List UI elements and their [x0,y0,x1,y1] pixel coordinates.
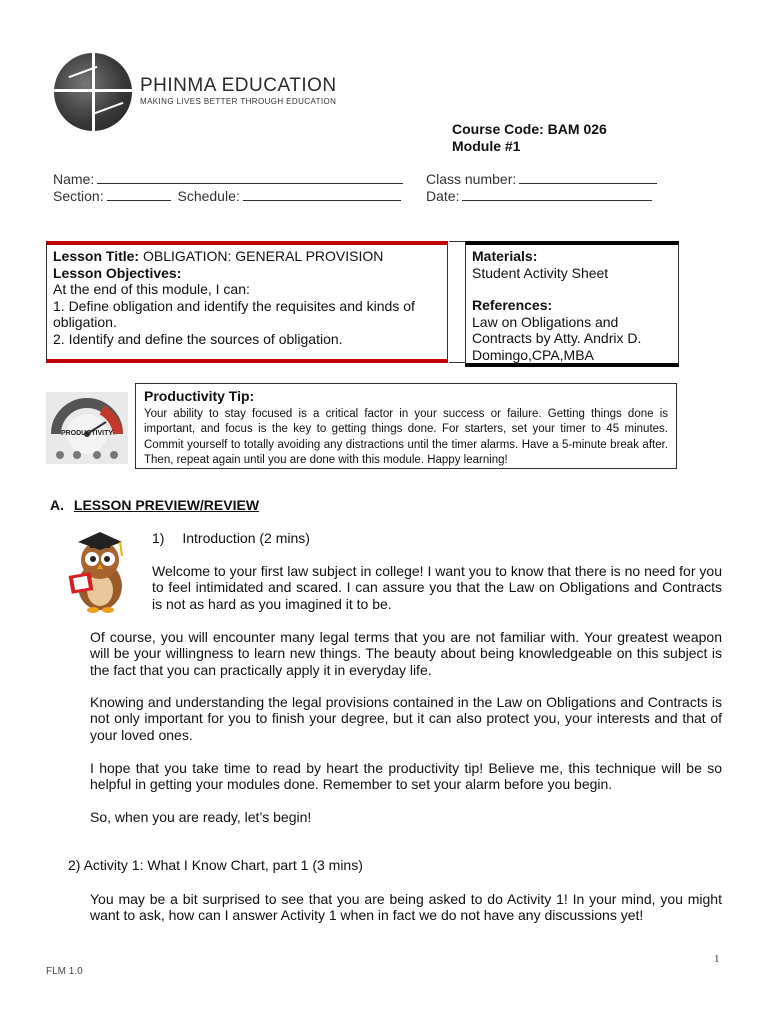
class-number-field[interactable] [426,170,657,187]
materials-box [465,241,679,367]
paragraph-6: You may be a bit surprised to see that you are being asked to do Activity 1! In your mind, you might want to ask, how can I answer Activity 1 when in fact we do not have any discussions yet! [90,891,722,924]
date-field[interactable] [426,187,652,204]
section-a-heading [50,497,259,513]
objective-1: 1. Define obligation and identify the requisites and kinds of obligation. [53,297,415,330]
materials-label: Materials: [472,248,538,264]
objectives-intro: At the end of this module, I can: [53,281,250,297]
paragraph-3: Knowing and understanding the legal provisions contained in the Law on Obligations and Contracts is not only important for you to finish your degree, but it can also protect you, your interests and that of your loved ones. [90,694,722,743]
item-1-number: 1) [152,530,165,546]
phinma-logo [54,53,132,131]
module-number: Module #1 [452,138,521,154]
lesson-title: OBLIGATION: GENERAL PROVISION [142,248,384,264]
item-1-heading [152,530,310,546]
date-label: Date: [426,188,460,204]
section-label: Section: [53,188,104,204]
section-letter: A. [50,497,64,513]
productivity-tip-box [135,383,677,469]
gauge-label: PRODUCTIVITY [60,430,114,437]
lesson-box [46,241,448,363]
tip-title: Productivity Tip: [144,388,255,404]
footer-version: FLM 1.0 [46,966,83,977]
class-number-label: Class number: [426,171,517,187]
logo-name: PHINMA EDUCATION [140,75,337,96]
owl-illustration [66,528,132,614]
item-2-heading: 2) Activity 1: What I Know Chart, part 1 (3 mins) [68,857,363,873]
paragraph-2: Of course, you will encounter many legal terms that you are not familiar with. Your greatest weapon will be your willingness to learn new things. The beauty about being knowledgeable on this subject is the fact that you can practically apply it in everyday life. [90,629,722,678]
objective-2: 2. Identify and define the sources of obligation. [53,330,343,347]
name-label: Name: [53,171,95,187]
paragraph-4: I hope that you take time to read by heart the productivity tip! Believe me, this technique will be so helpful in getting your modules done. Remember to set your alarm before you begin. [90,760,722,793]
paragraph-1: Welcome to your first law subject in college! I want you to know that there is no need for you to feel intimidated and scared. I can assure you that the Law on Obligations and Contracts is not as hard as you imagined it to be. [152,563,722,612]
materials-value: Student Activity Sheet [472,264,609,281]
logo-tagline: MAKING LIVES BETTER THROUGH EDUCATION [140,97,337,106]
course-code: Course Code: BAM 026 [452,121,607,137]
references-label: References: [472,297,553,313]
name-field[interactable] [53,170,403,187]
tip-text: Your ability to stay focused is a critical factor in your success or failure. Getting things done is important, and focus is the key to getting things done. For starters, set your timer to 45 minutes. Commit yourself to totally avoiding any distractions until the timer alarms. Have a 5-minute break after. Then, repeat again until you are done with this module. Happy learning! [144,408,668,466]
divider-box [449,241,465,363]
paragraph-5: So, when you are ready, let’s begin! [90,809,312,825]
schedule-label: Schedule: [177,188,240,204]
references-value: Law on Obligations and Contracts by Atty. Andrix D. Domingo,CPA,MBA [472,313,642,363]
lesson-title-label: Lesson Title: [53,248,140,264]
section-title: LESSON PREVIEW/REVIEW [73,497,260,513]
objectives-label: Lesson Objectives: [53,264,182,281]
section-schedule-field[interactable] [53,187,401,204]
productivity-gauge-icon [46,392,128,464]
page-number: 1 [714,953,720,965]
item-1-title: Introduction (2 mins) [182,530,310,546]
